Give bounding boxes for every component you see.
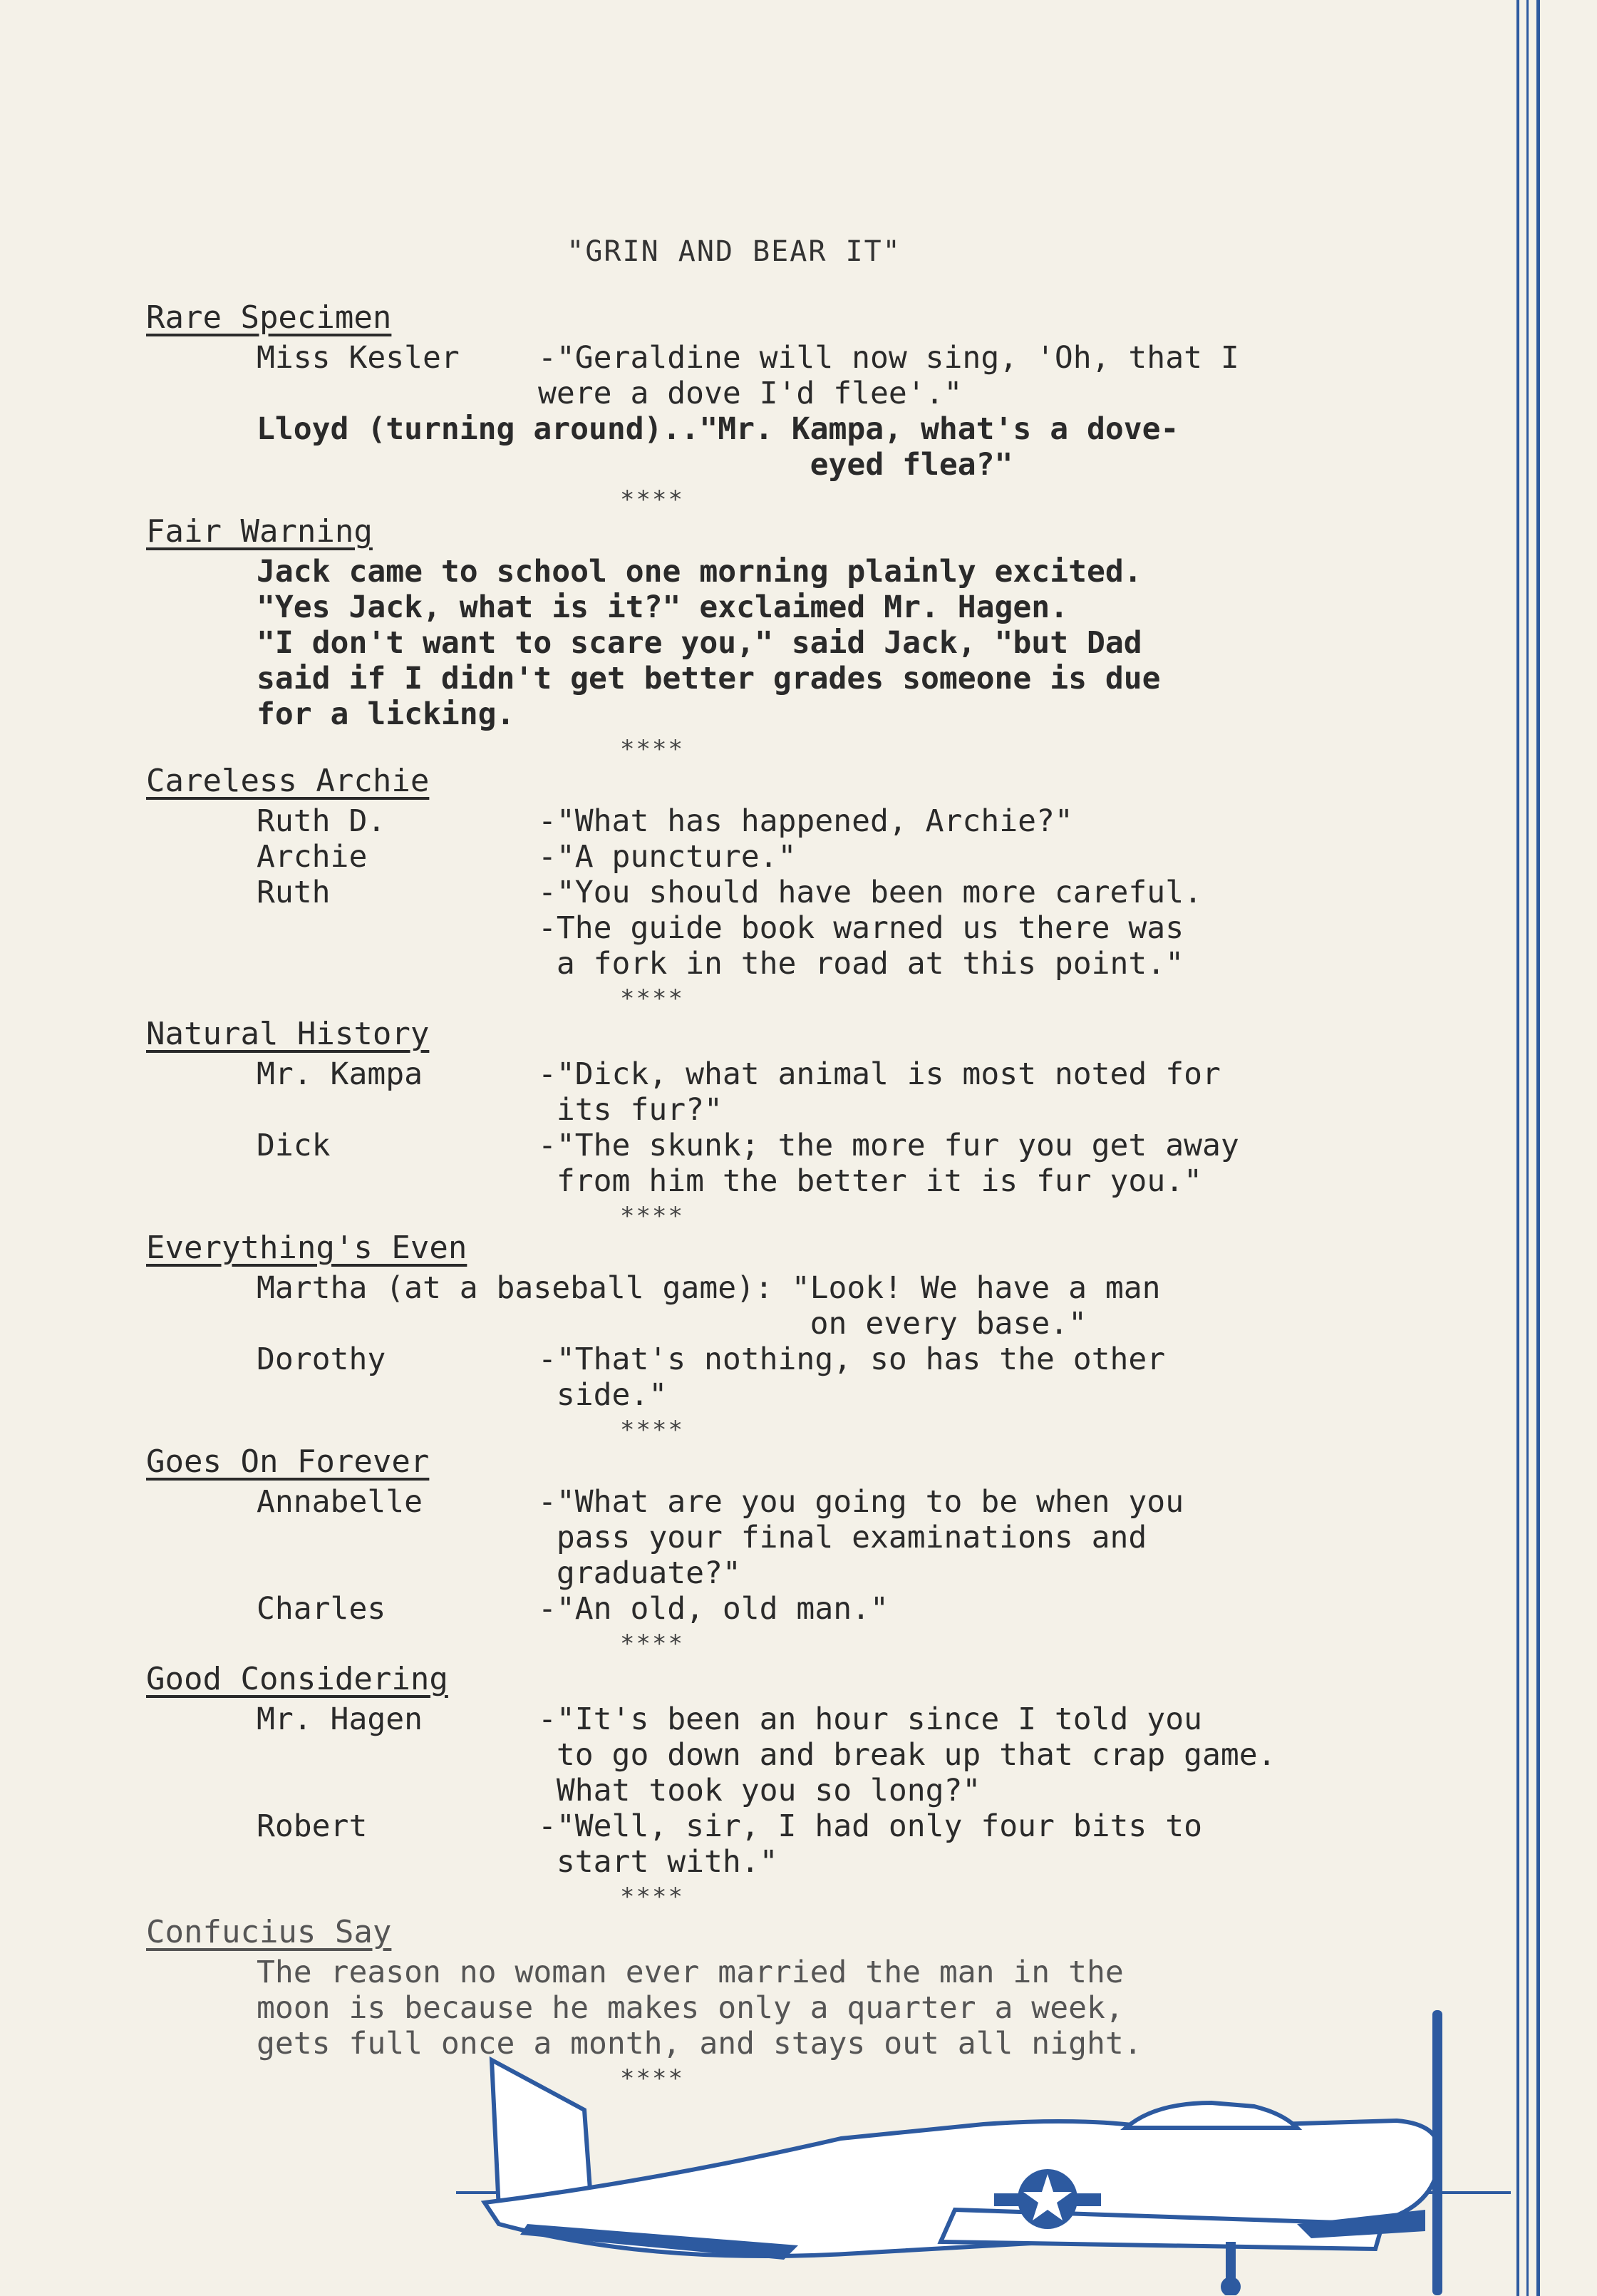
separator-stars: ****	[620, 735, 684, 763]
margin-rule	[1536, 0, 1540, 2296]
speaker: Dick	[257, 1128, 331, 1163]
joke-heading: Natural History	[146, 1016, 430, 1052]
speaker: Annabelle	[257, 1484, 423, 1520]
speech: -"Dick, what animal is most noted for its fur?"	[538, 1056, 1221, 1128]
joke-fair-warning	[146, 513, 1415, 763]
speech: -"It's been an hour since I told you to go down and break up that crap game. What took you so long?"	[538, 1702, 1276, 1808]
speech: -"The skunk; the more fur you get away from him the better it is fur you."	[538, 1128, 1239, 1199]
separator-stars: ****	[620, 1630, 684, 1658]
separator-stars: ****	[620, 1416, 684, 1444]
joke-heading: Confucius Say	[146, 1914, 392, 1950]
margin-rule	[1516, 0, 1519, 2296]
airplane-icon	[442, 1996, 1497, 2295]
dialogue-line	[146, 340, 1415, 411]
joke-rare-specimen	[146, 299, 1415, 514]
joke-heading: Everything's Even	[146, 1230, 467, 1266]
speech: -The guide book warned us there was a fork in the road at this point."	[538, 910, 1184, 982]
joke-paragraph: Jack came to school one morning plainly excited. "Yes Jack, what is it?" exclaimed Mr. Hagen. "I don't want to scare you," said Jack, "but Dad said if I didn't get better grades someone is due for a licking.	[257, 554, 1161, 732]
page-title: "GRIN AND BEAR IT"	[567, 235, 901, 268]
dialogue-line	[146, 1702, 1415, 1808]
joke-paragraph: The reason no woman ever married the man in the moon is because he makes only a quarter a week, gets full once a month, and stays out all night.	[257, 1955, 1142, 2061]
speech: -"What has happened, Archie?"	[538, 803, 1073, 839]
dialogue-line	[146, 910, 1415, 982]
separator-stars: ****	[620, 1202, 684, 1230]
margin-rule	[1526, 0, 1529, 2296]
speaker: Mr. Hagen	[257, 1702, 423, 1737]
speaker: Ruth	[257, 875, 331, 910]
speaker: Charles	[257, 1591, 386, 1627]
speech: -"Well, sir, I had only four bits to start with."	[538, 1808, 1202, 1880]
speech: -"Geraldine will now sing, 'Oh, that I were a dove I'd flee'."	[538, 340, 1239, 411]
speech: -"You should have been more careful.	[538, 875, 1202, 910]
speech: -"An old, old man."	[538, 1591, 889, 1627]
separator-stars: ****	[620, 2064, 684, 2093]
speech: -"That's nothing, so has the other side."	[538, 1342, 1166, 1413]
speaker: Mr. Kampa	[257, 1056, 423, 1092]
joke-natural-history	[146, 1016, 1415, 1230]
joke-goes-on-forever	[146, 1443, 1415, 1658]
joke-heading: Fair Warning	[146, 513, 373, 550]
dialogue-line: Martha (at a baseball game): "Look! We have a man on every base."	[257, 1270, 1161, 1342]
dialogue-line	[146, 1808, 1415, 1880]
joke-careless-archie	[146, 763, 1415, 1013]
dialogue-line: Lloyd (turning around).."Mr. Kampa, what's a dove- eyed flea?"	[257, 411, 1179, 483]
speaker: Archie	[257, 839, 368, 875]
separator-stars: ****	[620, 984, 684, 1013]
speaker: Robert	[257, 1808, 368, 1844]
speaker	[146, 910, 538, 982]
dialogue-line	[146, 875, 1415, 910]
joke-heading: Goes On Forever	[146, 1443, 430, 1480]
dialogue-line	[146, 1128, 1415, 1199]
speech: -"A puncture."	[538, 839, 797, 875]
separator-stars: ****	[620, 485, 684, 514]
dialogue-line	[146, 1591, 1415, 1627]
dialogue-line	[146, 839, 1415, 875]
dialogue-line	[146, 1342, 1415, 1413]
joke-heading: Rare Specimen	[146, 299, 392, 336]
joke-heading: Careless Archie	[146, 763, 430, 799]
separator-stars: ****	[620, 1883, 684, 1911]
joke-good-considering	[146, 1661, 1415, 1911]
joke-everythings-even	[146, 1230, 1415, 1444]
speaker: Ruth D.	[257, 803, 386, 839]
dialogue-line	[146, 1484, 1415, 1591]
dialogue-line	[146, 803, 1415, 839]
dialogue-line	[146, 1056, 1415, 1128]
speech: -"What are you going to be when you pass your final examinations and graduate?"	[538, 1484, 1184, 1591]
joke-heading: Good Considering	[146, 1661, 448, 1697]
speaker: Miss Kesler	[257, 340, 460, 376]
speaker: Dorothy	[257, 1342, 386, 1377]
